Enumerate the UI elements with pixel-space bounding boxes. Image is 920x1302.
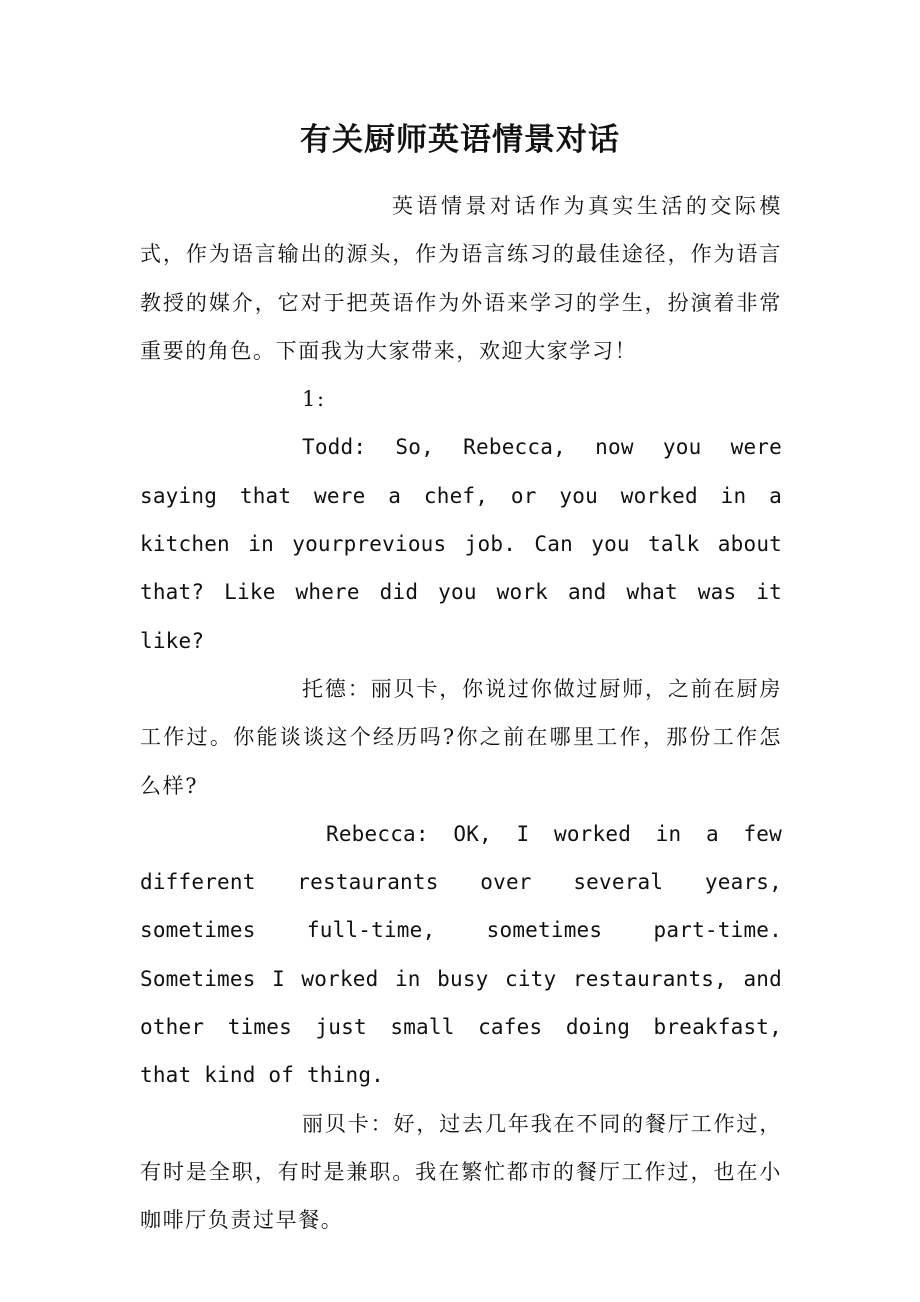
dialogue-todd-chinese: 托德：丽贝卡，你说过你做过厨师，之前在厨房工作过。你能谈谈这个经历吗?你之前在哪里工作，那份工作怎么样?	[140, 676, 782, 798]
document-body	[140, 182, 782, 1245]
dialogue-rebecca-chinese: 丽贝卡：好，过去几年我在不同的餐厅工作过，有时是全职，有时是兼职。我在繁忙都市的餐厅工作过，也在小咖啡厅负责过早餐。	[140, 1111, 782, 1233]
intro-paragraph: 英语情景对话作为真实生活的交际模式，作为语言输出的源头，作为语言练习的最佳途径，作为语言教授的媒介，它对于把英语作为外语来学习的学生，扮演着非常重要的角色。下面我为大家带来，欢迎大家学习！	[140, 194, 782, 363]
document-title: 有关厨师英语情景对话	[300, 122, 620, 158]
section-number: 1:	[302, 387, 326, 412]
dialogue-rebecca-english: Rebecca: OK, I worked in a few different restaurants over several years, sometimes full-time, sometimes part-time. Sometimes I worked in busy city restaurants, and other times just small cafes doing breakfast, that kind of thing.	[140, 821, 782, 1088]
dialogue-todd-english: Todd: So, Rebecca, now you were saying that were a chef, or you worked in a kitchen in yourprevious job. Can you talk about that? Like where did you work and what was it like?	[140, 435, 782, 653]
